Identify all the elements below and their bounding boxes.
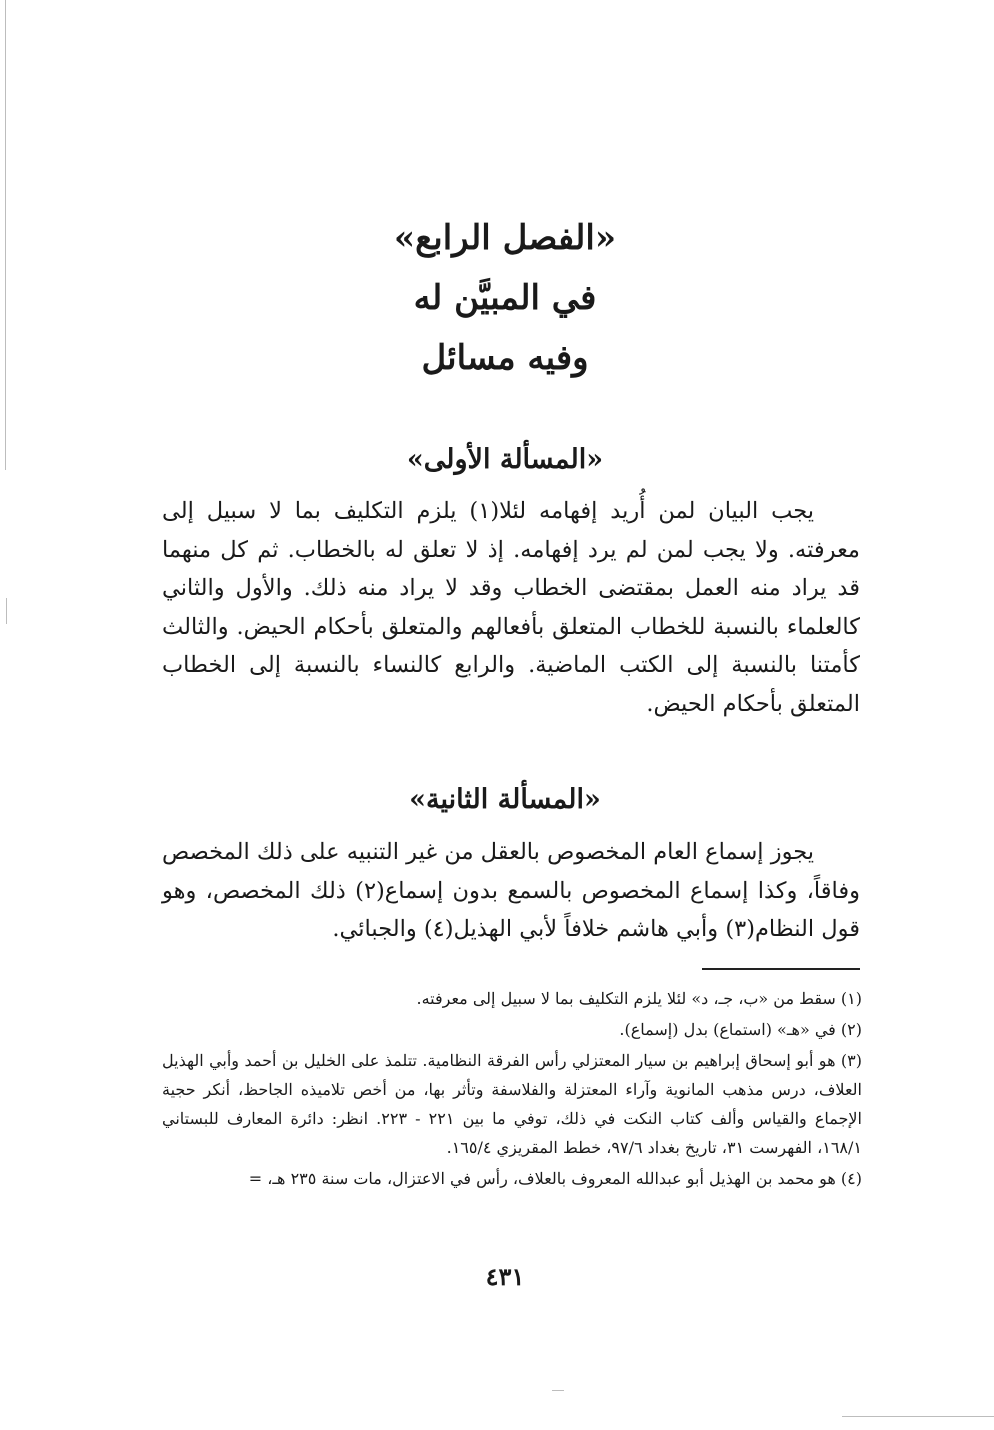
section-1-paragraph: يجب البيان لمن أُريد إفهامه لئلا(١) يلزم التكليف بما لا سبيل إلى معرفته. ولا يجب لمن لم يرد إفهامه. إذ لا تعلق له بالخطاب. ثم كل منهما قد يراد منه العمل بمقتضى الخطاب وقد لا يراد منه ذلك. والأول والثاني كالعلماء بالنسبة للخطاب المتعلق بأفعالهم والمتعلق بأحكام الحيض. والثالث كأمتنا بالنسبة إلى الكتب الماضية. والرابع كالنساء بالنسبة إلى الخطاب المتعلق بأحكام الحيض.	[162, 498, 860, 717]
chapter-intro: وفيه مسائل	[421, 338, 589, 378]
section-2-heading: «المسألة الثانية»	[409, 784, 601, 815]
footnote-4: (٤) هو محمد بن الهذيل أبو عبدالله المعروف بالعلاف، رأس في الاعتزال، مات سنة ٢٣٥ هـ، =	[248, 1169, 862, 1188]
section-2-paragraph: يجوز إسماع العام المخصوص بالعقل من غير التنبيه على ذلك المخصص وفاقاً، وكذا إسماع المخصوص بالسمع بدون إسماع(٢) ذلك المخصص، وهو قول النظام(٣) وأبي هاشم خلافاً لأبي الهذيل(٤) والجبائي.	[162, 839, 861, 942]
scan-edge-mark	[6, 598, 7, 624]
footnote-3: (٣) هو أبو إسحاق إبراهيم بن سيار المعتزلي رأس الفرقة النظامية. تتلمذ على الخليل بن أحمد وأبي الهذيل العلاف، درس مذهب المانوية وآراء المعتزلة والفلاسفة وتأثر بها، من أخص تلاميذه الجاحظ، أنكر حجية الإجماع والقياس وألف كتاب النكت في ذلك، توفي ما بين ٢٢١ - ٢٢٣. انظر: دائرة المعارف للبستاني ١٦٨/١، الفهرست ٣١، تاريخ بغداد ٩٧/٦، خطط المقريزي ١٦٥/٤.	[162, 1051, 863, 1157]
footnote-1: (١) سقط من «ب، جـ، د» لئلا يلزم التكليف بما لا سبيل إلى معرفته.	[416, 989, 862, 1008]
footnote-separator	[702, 968, 860, 970]
footnotes	[162, 984, 862, 1195]
scan-bottom-line	[842, 1416, 994, 1417]
chapter-heading	[150, 208, 860, 388]
scan-dash-mark	[552, 1390, 564, 1391]
section-1-heading: «المسألة الأولى»	[406, 444, 604, 475]
page-number: ٤٣١	[485, 1262, 525, 1291]
chapter-title: «الفصل الرابع»	[393, 218, 617, 258]
footnote-2: (٢) في «هـ» (استماع) بدل (إسماع).	[619, 1020, 862, 1039]
scan-edge-line	[5, 0, 6, 470]
chapter-subtitle: في المبيَّن له	[413, 278, 597, 318]
